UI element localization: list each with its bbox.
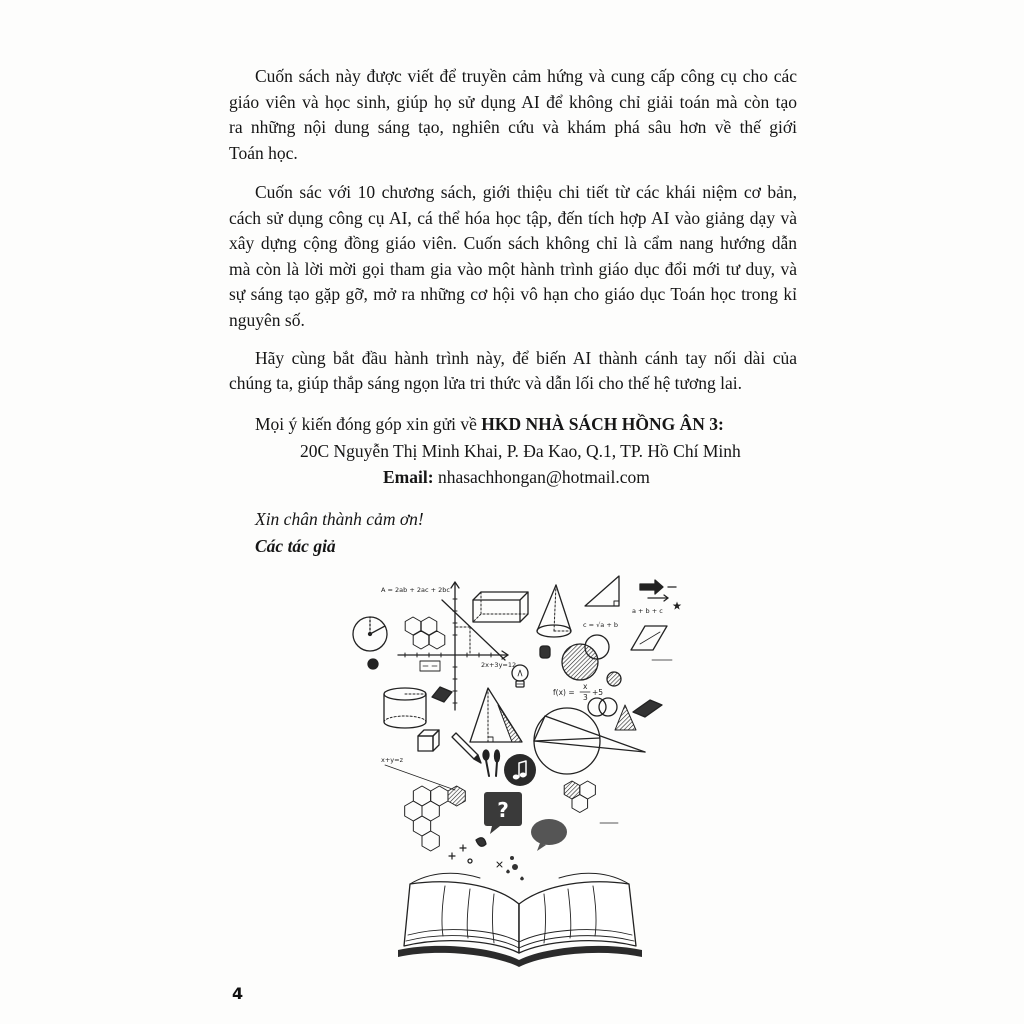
authors-signature: Các tác giả xyxy=(255,536,336,556)
utensils-icon xyxy=(483,750,500,776)
email-label: Email: xyxy=(383,467,434,487)
formula-labels xyxy=(381,586,663,764)
open-book-icon xyxy=(398,873,642,967)
formula-sum: a + b + c xyxy=(632,607,663,615)
question-bubble-icon xyxy=(484,792,522,834)
thanks-line: Xin chân thành cảm ơn! xyxy=(255,509,424,529)
paragraph-line: giáo viên và học sinh, giúp họ sử dụng AI để không chỉ giải toán mà còn tạo xyxy=(229,92,797,112)
circle-geometry-drawing xyxy=(534,705,645,774)
paragraph-line: Cuốn sách này được viết để truyền cảm hứng và cung cấp công cụ cho các xyxy=(255,66,797,86)
cube-drawing xyxy=(418,730,439,751)
cylinder-drawing xyxy=(384,688,426,728)
paragraph-line: Cuốn sác với 10 chương sách, giới thiệu chi tiết từ các khái niệm cơ bản, xyxy=(255,182,797,202)
publisher-name: HKD NHÀ SÁCH HỒNG ÂN 3: xyxy=(481,414,724,434)
formula-xyz: x+y=z xyxy=(381,756,403,764)
formula-linear: 2x+3y=12 xyxy=(481,661,517,669)
coordinate-axes-drawing xyxy=(398,582,508,710)
paragraph-line: nguyên số. xyxy=(229,310,305,330)
cuboid-drawing xyxy=(473,592,528,622)
math-book-illustration xyxy=(340,570,700,975)
publisher-address: 20C Nguyễn Thị Minh Khai, P. Đa Kao, Q.1, TP. Hồ Chí Minh xyxy=(300,441,741,461)
capsule-drawing xyxy=(540,646,550,658)
hexagon-cluster-top xyxy=(405,617,445,649)
paragraph-line: ra những nội dung sáng tạo, nghiên cứu và khám phá sâu hơn về thế giới xyxy=(229,117,797,137)
intersecting-circles-drawing xyxy=(588,698,617,716)
star-icon xyxy=(673,602,682,610)
paragraph-line: Toán học. xyxy=(229,143,298,163)
paragraph-line: mà còn là lời mời gọi tham gia vào một hành trình giáo dục đổi mới tư duy, và xyxy=(229,259,797,279)
paragraph-line: Hãy cùng bắt đầu hành trình này, để biến AI thành cánh tay nối dài của xyxy=(255,348,797,368)
formula-function-numerator: x xyxy=(583,682,588,691)
triangle-drawing xyxy=(470,688,522,742)
formula-surface-area: A = 2ab + 2ac + 2bc xyxy=(381,586,450,594)
music-note-icon xyxy=(504,754,536,786)
hatched-circles-drawing xyxy=(562,635,621,686)
formula-function-rhs: +5 xyxy=(592,688,604,697)
formula-function-lhs: f(x) = xyxy=(553,688,575,697)
cone-drawing xyxy=(537,585,571,637)
formula-root: c = √a + b xyxy=(583,621,618,629)
parallelogram-drawing xyxy=(631,626,672,660)
email-address: nhasachhongan@hotmail.com xyxy=(437,467,650,487)
paragraph-line: chúng ta, giúp thắp sáng ngọn lửa tri thức và dẫn lối cho thế hệ tương lai. xyxy=(229,373,743,393)
hexagon-cluster-left xyxy=(405,786,466,851)
formula-function-denominator: 3 xyxy=(583,693,588,702)
page-number: 4 xyxy=(232,984,244,1003)
email-line xyxy=(383,465,650,490)
contact-intro: Mọi ý kiến đóng góp xin gửi về xyxy=(255,414,477,434)
arrow-icon xyxy=(640,580,676,601)
paragraph-line: sự sáng tạo gặp gỡ, mở ra những cơ hội vô hạn cho giáo dục Toán học trong kỉ xyxy=(229,284,797,304)
chat-bubble-icon xyxy=(531,819,567,851)
paragraph-line: cách sử dụng công cụ AI, cá thể hóa học tập, đến tích hợp AI vào giảng dạy và xyxy=(229,208,797,228)
contact-intro-line xyxy=(255,412,724,437)
circle-radius-drawing xyxy=(353,617,387,651)
small-book-drawing xyxy=(633,700,662,717)
hexagon-cluster-right xyxy=(564,781,618,823)
question-mark: ? xyxy=(497,798,509,822)
dot-drawing xyxy=(368,659,378,669)
right-triangle-drawing xyxy=(585,576,619,606)
eraser-drawing xyxy=(432,687,452,702)
paragraph-line: xây dựng cộng đồng giáo viên. Cuốn sách không chỉ là cẩm nang hướng dẫn xyxy=(229,233,797,253)
